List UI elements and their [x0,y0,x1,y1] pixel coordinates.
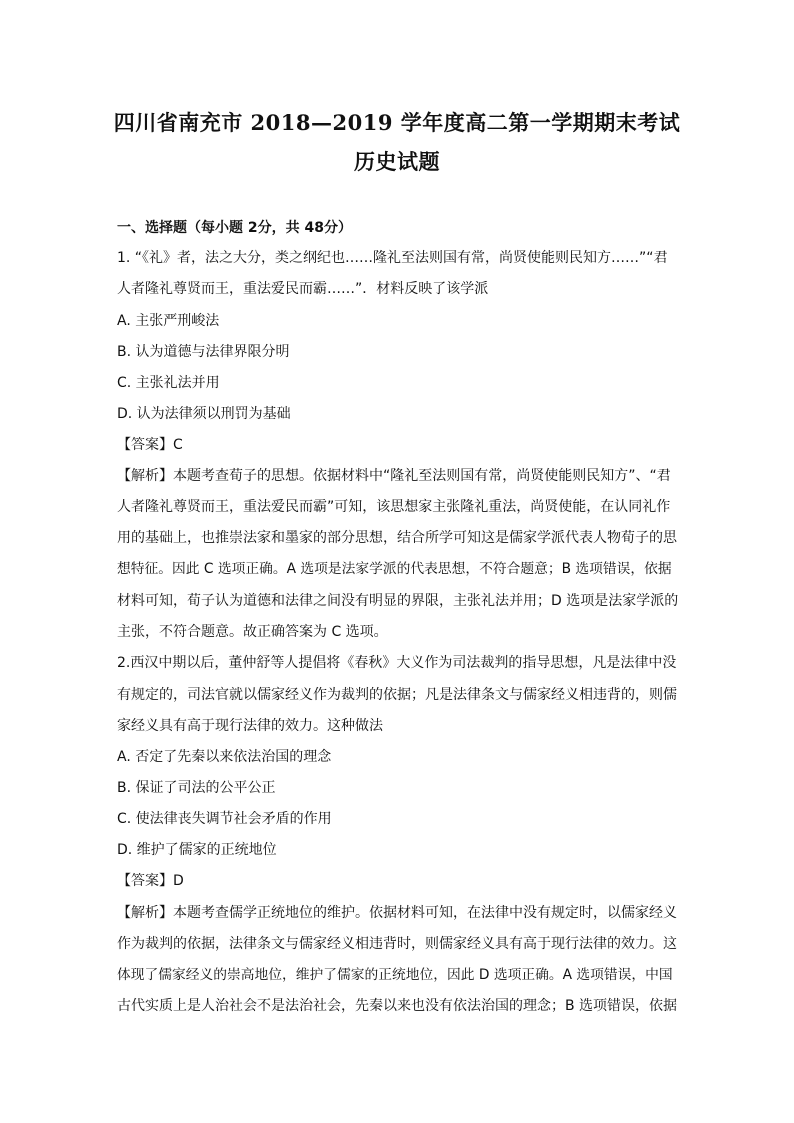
q2-stem-line: 2.西汉中期以后，董仲舒等人提倡将《春秋》大义作为司法裁判的指导思想，凡是法律中没 [117,655,677,671]
q1-analysis-line: 主张，不符合题意。故正确答案为 C 选项。 [117,624,388,640]
q1-analysis-line: 材料可知，荀子认为道德和法律之间没有明显的界限，主张礼法并用；D 选项是法家学派的 [117,593,679,609]
q2-analysis-line: 古代实质上是人治社会不是法治社会，先秦以来也没有依法治国的理念；B 选项错误，依据 [117,998,678,1014]
q1-analysis-line: 【解析】本题考查荀子的思想。依据材料中“隆礼至法则国有常，尚贤使能则民知方”、“君 [117,468,671,484]
q1-analysis-line: 人者隆礼尊贤而王，重法爱民而霸”可知，该思想家主张隆礼重法，尚贤使能，在认同礼作 [117,499,671,515]
q2-analysis-line: 作为裁判的依据，法律条文与儒家经义相违背时，则儒家经义具有高于现行法律的效力。这 [117,936,677,952]
q1-answer: 【答案】C [117,437,183,453]
q2-option-b: B. 保证了司法的公平公正 [117,780,276,796]
q1-option-c: C. 主张礼法并用 [117,375,220,391]
document-title: 四川省南充市 2018—2019 学年度高二第一学期期末考试 [113,110,681,135]
q2-stem-line: 家经义具有高于现行法律的效力。这种做法 [117,718,383,734]
q2-stem-line: 有规定的，司法官就以儒家经义作为裁判的依据；凡是法律条文与儒家经义相违背的，则儒 [117,687,677,703]
document-subtitle: 历史试题 [354,149,440,174]
q2-option-a: A. 否定了先秦以来依法治国的理念 [117,749,332,765]
q1-analysis-line: 想特征。因此 C 选项正确。A 选项是法家学派的代表思想，不符合题意；B 选项错误，依据 [117,561,672,577]
q1-option-b: B. 认为道德与法律界限分明 [117,344,290,360]
q2-analysis-line: 【解析】本题考查儒学正统地位的维护。依据材料可知，在法律中没有规定时，以儒家经义 [117,905,677,921]
q1-option-a: A. 主张严刑峻法 [117,313,220,329]
q2-answer: 【答案】D [117,873,184,889]
q2-analysis-line: 体现了儒家经义的崇高地位，维护了儒家的正统地位，因此 D 选项正确。A 选项错误，中国 [117,967,673,983]
q1-option-d: D. 认为法律须以刑罚为基础 [117,406,291,422]
q1-analysis-line: 用的基础上，也推崇法家和墨家的部分思想，结合所学可知这是儒家学派代表人物荀子的思 [117,530,677,546]
q2-option-c: C. 使法律丧失调节社会矛盾的作用 [117,811,332,827]
q1-stem-line: 人者隆礼尊贤而王，重法爱民而霸……”．材料反映了该学派 [117,281,489,297]
q1-stem-line: 1. “《礼》者，法之大分，类之纲纪也……隆礼至法则国有常，尚贤使能则民知方……”“君 [117,250,668,266]
section-heading: 一、选择题（每小题 2分，共 48分） [117,220,352,236]
q2-option-d: D. 维护了儒家的正统地位 [117,842,277,858]
